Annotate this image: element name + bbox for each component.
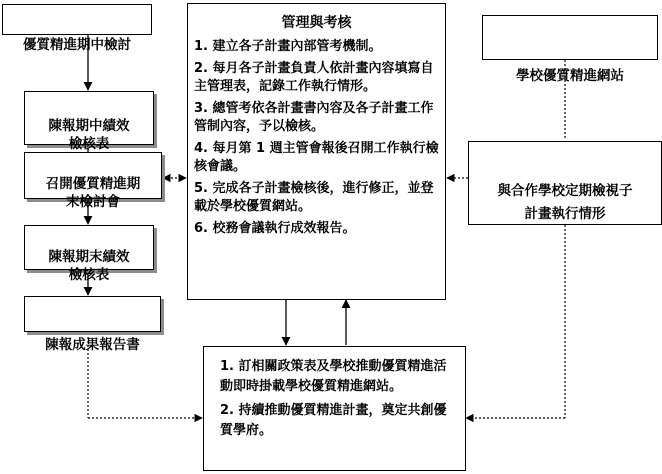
left-step3-box: [24, 225, 154, 283]
management-item-5: 5. 完成各子計畫檢核後，進行修正，並登載於學校優質網站。: [194, 181, 434, 214]
promotion-item-2: 2. 持續推動優質精進計畫，奠定共創優質學府。: [220, 403, 447, 438]
left-title-box: [2, 4, 152, 53]
promotion-list: [220, 357, 457, 441]
management-item-1: 1. 建立各子計畫內部管考機制。: [194, 39, 382, 54]
promotion-item-1: 1. 訂相關政策表及學校推動優質精進活動即時掛載學校優質精進網站。: [220, 359, 447, 394]
left-step2-box: [24, 152, 162, 210]
left-step2-label: 召開優質精進期 末檢討會: [45, 176, 141, 210]
management-item-3: 3. 總管考依各計畫書內容及各子計畫工作管制內容，予以檢核。: [194, 101, 434, 134]
management-item-6: 6. 校務會議執行成效報告。: [194, 221, 356, 236]
management-item-2: 2. 每月各子計畫負責人依計畫內容填寫自主管理表，記錄工作執行情形。: [194, 61, 434, 94]
management-title: 管理與考核: [281, 15, 352, 31]
management-item-4: 4. 每月第 1 週主管會報後召開工作執行檢核會議。: [194, 141, 439, 174]
left-step1-label: 陳報期中績效 檢核表: [48, 118, 130, 152]
right-title-box: [482, 15, 658, 84]
left-step4-label: 陳報成果報告書: [45, 337, 140, 353]
left-title: 優質精進期中檢討: [23, 37, 131, 53]
left-step4-box: [24, 296, 161, 353]
partner-review-box: [468, 141, 662, 225]
right-title: 學校優質精進網站: [516, 68, 624, 84]
partner-review-label: 與合作學校定期檢視子 計畫執行情形: [497, 183, 633, 222]
left-step3-label: 陳報期末績效 檢核表: [48, 249, 130, 283]
promotion-box: [203, 346, 466, 471]
left-step1-box: [24, 91, 154, 152]
management-list: [194, 38, 439, 238]
management-box: [187, 3, 446, 300]
